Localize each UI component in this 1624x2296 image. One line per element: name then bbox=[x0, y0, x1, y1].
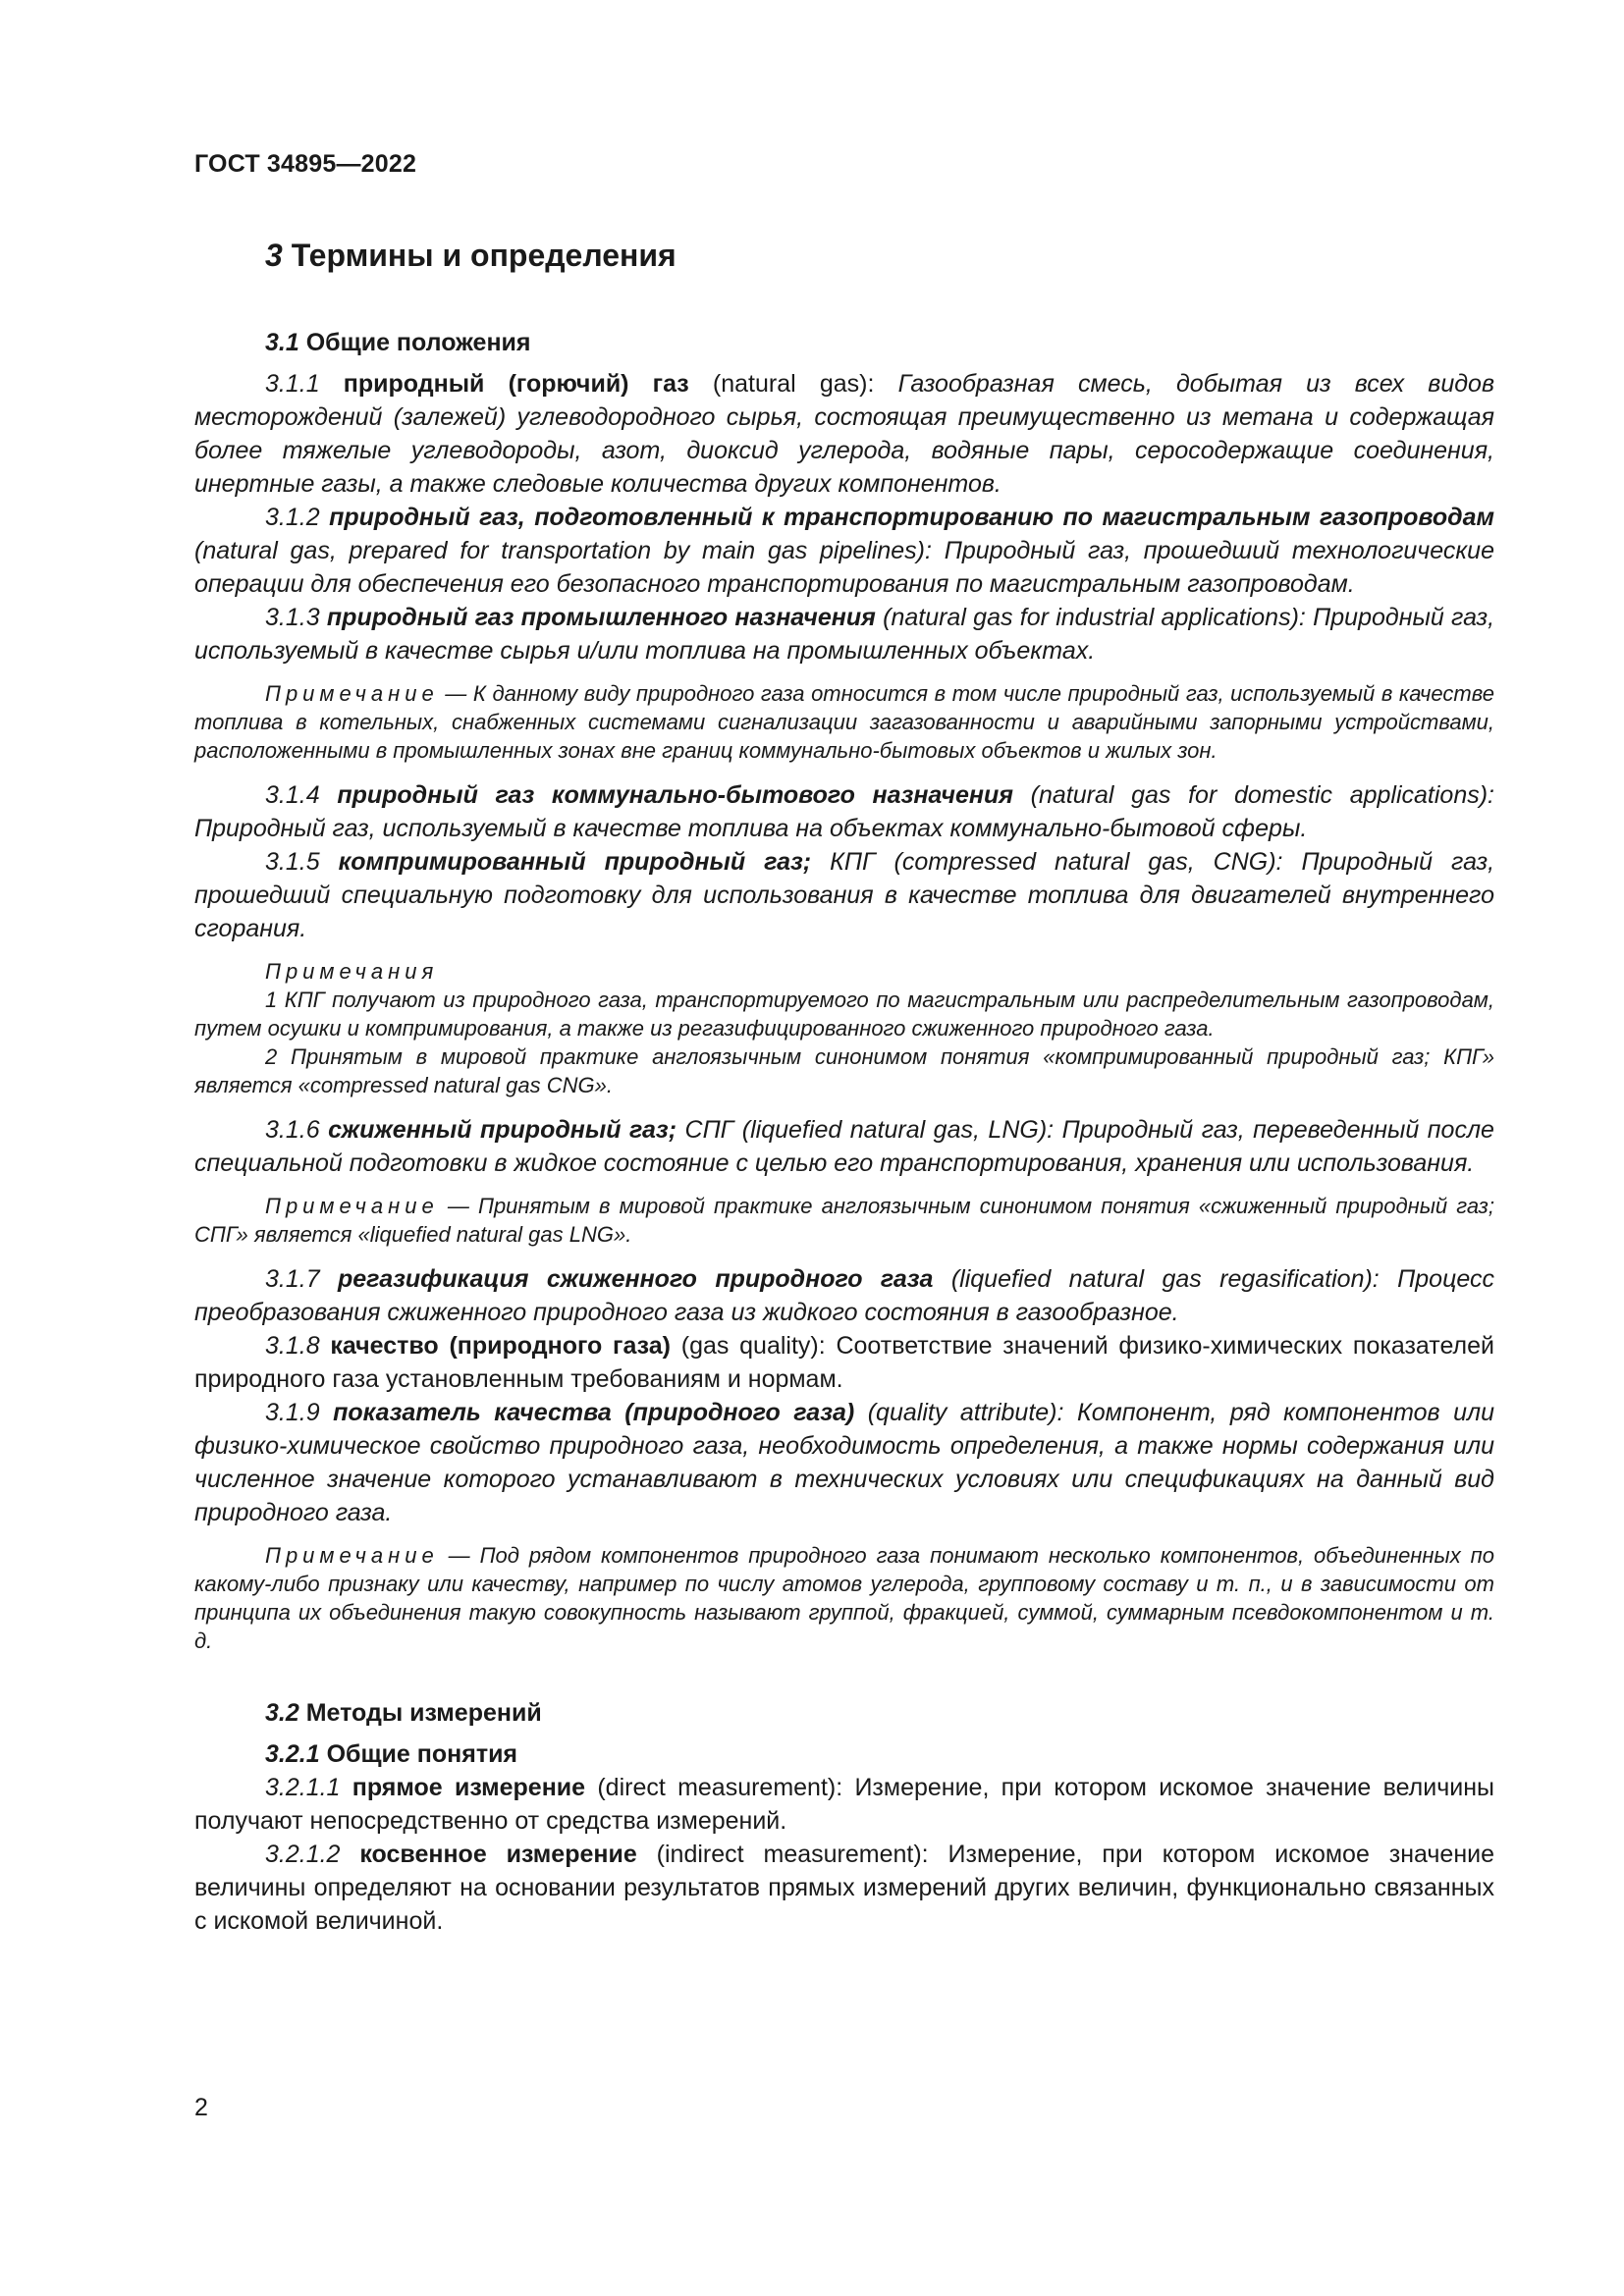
note-text: — К данному виду природного газа относится в том числе природный газ, используемый в качестве топлива в котельных, снабженных системами сигнализации загазованности и аварийными запорными устройствами, расположенными в промышленных зонах вне границ коммунально-бытовых объектов и жилых зон. bbox=[194, 681, 1494, 763]
term-english: (liquefied natural gas, LNG): bbox=[741, 1116, 1055, 1144]
term-number: 3.1.6 bbox=[265, 1116, 320, 1144]
note-label: Примечание bbox=[265, 1194, 439, 1218]
term-name: природный (горючий) газ bbox=[343, 370, 689, 398]
term-3-1-6 bbox=[194, 1113, 1494, 1180]
term-name: компримированный природный газ; bbox=[338, 848, 812, 876]
note-label: Примечание bbox=[265, 681, 439, 706]
term-3-1-1 bbox=[194, 367, 1494, 501]
term-number: 3.1.9 bbox=[265, 1399, 320, 1426]
section-number: 3 bbox=[265, 238, 283, 273]
term-english: (natural gas for industrial applications): bbox=[883, 604, 1306, 631]
term-name: косвенное измерение bbox=[359, 1841, 637, 1868]
term-english: (gas quality): bbox=[680, 1332, 826, 1360]
subsection-heading-3-2-1 bbox=[265, 1737, 1494, 1771]
term-number: 3.1.5 bbox=[265, 848, 320, 876]
term-definition: Газообразная смесь, добытая из всех видов месторождений (залежей) углеводородного сырья, состоящая преимущественно из метана и содержащая более тяжелые углеводороды, азот, диоксид углерода, водяные пары, серосодержащие соединения, инертные газы, а также следовые количества других компонентов. bbox=[194, 370, 1495, 498]
term-abbreviation: СПГ bbox=[684, 1116, 734, 1144]
term-3-1-3 bbox=[194, 601, 1494, 667]
term-definition: Компонент, ряд компонентов или физико-химическое свойство природного газа, необходимость определения, а также нормы содержания или численное значение которого устанавливают в технических условиях или спецификациях на данный вид природного газа. bbox=[194, 1399, 1495, 1526]
term-name: регазификация сжиженного природного газа bbox=[338, 1265, 934, 1293]
section-heading bbox=[265, 226, 1494, 285]
term-english: (quality attribute): bbox=[867, 1399, 1064, 1426]
subsection-number: 3.1 bbox=[265, 329, 299, 356]
term-number: 3.1.3 bbox=[265, 604, 320, 631]
note-text: — Под рядом компонентов природного газа понимают несколько компонентов, объединенных по какому-либо признаку или качеству, например по числу атомов углерода, групповому составу и т. п., и в зависимости от принципа их объединения такую совокупность называют группой, фракцией, суммой, суммарным псевдокомпонентом и т. д. bbox=[194, 1543, 1494, 1653]
term-definition: Измерение, при котором искомое значение величины определяют на основании результатов прямых измерений других величин, функционально связанных с искомой величиной. bbox=[194, 1841, 1494, 1935]
subsection-heading-3-2 bbox=[265, 1694, 1494, 1732]
subsection-title: Общие положения bbox=[305, 329, 531, 356]
term-name: сжиженный природный газ; bbox=[328, 1116, 677, 1144]
term-english: (compressed natural gas, CNG): bbox=[893, 848, 1283, 876]
term-number: 3.1.4 bbox=[265, 781, 320, 809]
document-header: ГОСТ 34895—2022 bbox=[194, 150, 417, 178]
note-3-1-3 bbox=[194, 679, 1494, 765]
subsection-number: 3.2.1 bbox=[265, 1740, 320, 1768]
term-number: 3.1.7 bbox=[265, 1265, 320, 1293]
notes-label-3-1-5: Примечания bbox=[265, 959, 439, 984]
note-3-1-5-1: 1 КПГ получают из природного газа, транспортируемого по магистральным или распределительным газопроводам, путем осушки и компримирования, а также из регазифицированного сжиженного природного газа. bbox=[194, 988, 1494, 1041]
term-english: (indirect measurement): bbox=[656, 1841, 929, 1868]
subsection-title: Методы измерений bbox=[305, 1699, 542, 1727]
term-name: прямое измерение bbox=[352, 1774, 586, 1801]
term-english: (direct measurement): bbox=[597, 1774, 843, 1801]
subsection-title: Общие понятия bbox=[326, 1740, 518, 1768]
term-name: показатель качества (природного газа) bbox=[333, 1399, 855, 1426]
term-definition: Природный газ, используемый в качестве топлива на объектах коммунально-бытовой сферы. bbox=[194, 815, 1308, 842]
term-number: 3.1.8 bbox=[265, 1332, 320, 1360]
subsection-heading-3-1 bbox=[265, 324, 1494, 361]
term-name: природный газ, подготовленный к транспортированию по магистральным газопроводам bbox=[329, 504, 1495, 531]
note-3-1-6 bbox=[194, 1192, 1494, 1249]
term-definition: Соответствие значений физико-химических показателей природного газа установленным требованиям и нормам. bbox=[194, 1332, 1494, 1393]
term-3-1-7 bbox=[194, 1262, 1494, 1329]
term-3-2-1-2 bbox=[194, 1838, 1494, 1938]
term-definition: Процесс преобразования сжиженного природного газа из жидкого состояния в газообразное. bbox=[194, 1265, 1494, 1326]
term-number: 3.2.1.1 bbox=[265, 1774, 341, 1801]
term-name: природный газ промышленного назначения bbox=[326, 604, 876, 631]
term-3-2-1-1 bbox=[194, 1771, 1494, 1838]
term-number: 3.1.1 bbox=[265, 370, 320, 398]
subsection-number: 3.2 bbox=[265, 1699, 299, 1727]
term-english: (natural gas): bbox=[712, 370, 875, 398]
term-english: (natural gas, prepared for transportation by main gas pipelines): bbox=[194, 537, 932, 564]
note-3-1-9 bbox=[194, 1541, 1494, 1655]
document-body bbox=[194, 214, 1494, 1938]
term-definition: Природный газ, прошедший специальную подготовку для использования в качестве топлива для двигателей внутреннего сгорания. bbox=[194, 848, 1495, 942]
term-name: качество (природного газа) bbox=[330, 1332, 672, 1360]
term-3-1-5 bbox=[194, 845, 1494, 945]
term-english: (natural gas for domestic applications): bbox=[1030, 781, 1495, 809]
term-abbreviation: КПГ bbox=[830, 848, 876, 876]
term-definition: Измерение, при котором искомое значение величины получают непосредственно от средства измерений. bbox=[194, 1774, 1494, 1835]
note-text: — Принятым в мировой практике англоязычным синонимом понятия «сжиженный природный газ; СПГ» является «liquefied natural gas LNG». bbox=[194, 1194, 1494, 1247]
section-title: Термины и определения bbox=[291, 238, 677, 273]
term-name: природный газ коммунально-бытового назначения bbox=[337, 781, 1013, 809]
note-3-1-5-2: 2 Принятым в мировой практике англоязычным синонимом понятия «компримированный природный газ; КПГ» является «compressed natural gas CNG». bbox=[194, 1044, 1494, 1097]
page-number: 2 bbox=[194, 2094, 208, 2121]
term-definition: Природный газ, используемый в качестве сырья и/или топлива на промышленных объектах. bbox=[194, 604, 1495, 665]
term-3-1-2 bbox=[194, 501, 1494, 601]
term-number: 3.1.2 bbox=[265, 504, 320, 531]
term-definition: Природный газ, переведенный после специальной подготовки в жидкое состояние с целью его транспортирования, хранения или использования. bbox=[194, 1116, 1494, 1177]
note-label: Примечание bbox=[265, 1543, 439, 1568]
term-3-1-9 bbox=[194, 1396, 1494, 1529]
term-definition: Природный газ, прошедший технологические операции для обеспечения его безопасного транспортирования по магистральным газопроводам. bbox=[194, 537, 1494, 598]
term-english: (liquefied natural gas regasification): bbox=[950, 1265, 1380, 1293]
term-3-1-4 bbox=[194, 778, 1494, 845]
term-number: 3.2.1.2 bbox=[265, 1841, 341, 1868]
term-3-1-8 bbox=[194, 1329, 1494, 1396]
